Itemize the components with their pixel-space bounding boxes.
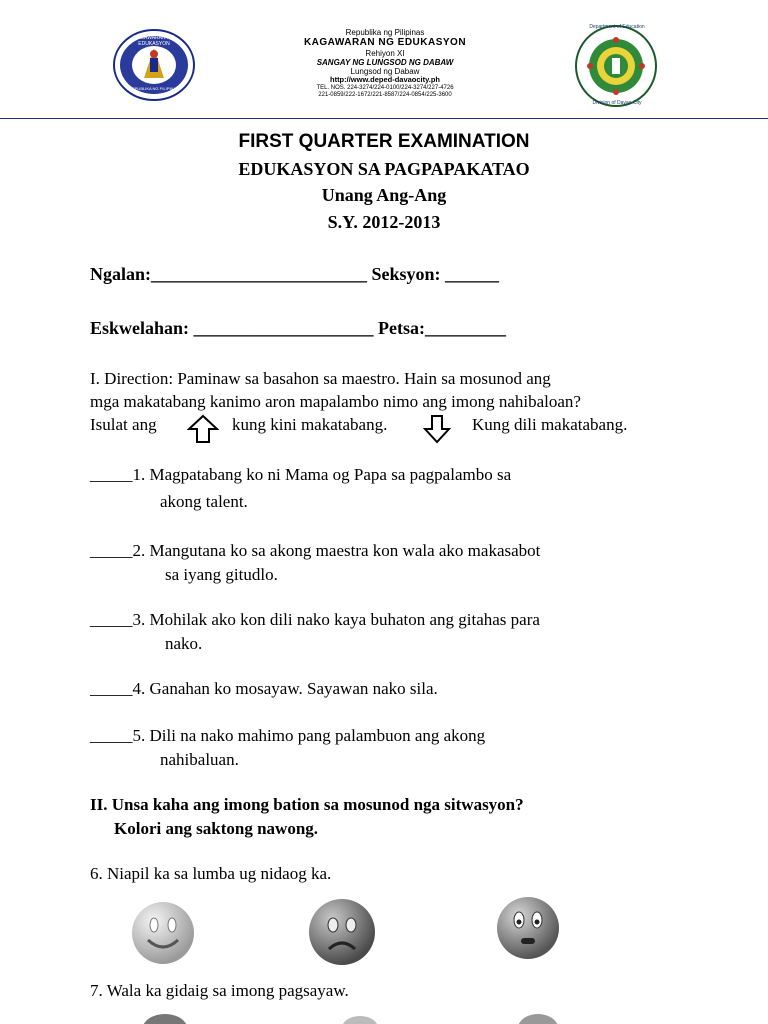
item-2-line-1: _____2. Mangutana ko sa akong maestra kon wala ako makasabot (90, 541, 541, 560)
republic-line: Republika ng Pilipinas (345, 28, 425, 37)
item-2-line-2: sa iyang gitudlo. (165, 565, 278, 584)
division-seal-right (572, 22, 660, 110)
header-divider (0, 118, 768, 119)
surprised-face-icon[interactable] (495, 894, 561, 962)
face-option-1-icon[interactable] (140, 1012, 190, 1024)
direction-line-3c: Kung dili makatabang. (472, 415, 628, 434)
arrow-up-icon (187, 414, 219, 444)
department-line: KAGAWARAN NG EDUKASYON (303, 37, 467, 49)
school-date-field[interactable]: Eskwelahan: ____________________ Petsa:_________ (90, 318, 507, 338)
direction-line-3a: Isulat ang (90, 415, 157, 434)
item-3-line-1: _____3. Mohilak ako kon dili nako kaya buhaton ang gitahas para (90, 610, 540, 629)
right-seal-caption (582, 24, 652, 30)
tel-line-2: 221-0859/222-1672/221-8587/224-0854/225-3600 (318, 92, 452, 99)
sad-face-icon[interactable] (307, 897, 377, 967)
exam-title: FIRST QUARTER EXAMINATION (238, 131, 530, 152)
name-section-field[interactable]: Ngalan:________________________ Seksyon: ______ (90, 264, 500, 284)
part2-heading-line-1: II. Unsa kaha ang imong bation sa mosunod nga sitwasyon? (90, 795, 524, 814)
item-3-line-2: nako. (165, 634, 203, 653)
letterhead (250, 28, 520, 99)
item-5-line-1: _____5. Dili na nako mahimo pang palambuon ang akong (90, 726, 486, 745)
happy-face-icon[interactable] (130, 900, 196, 966)
website-link[interactable]: http://www.deped-davaocity.ph (329, 75, 440, 85)
region-line: Rehiyon XI (365, 48, 405, 58)
item-5-line-2: nahibaluan. (160, 750, 239, 769)
direction-line-3b: kung kini makatabang. (232, 415, 388, 434)
item-4-line-1: _____4. Ganahan ko mosayaw. Sayawan nako sila. (90, 679, 438, 698)
face-option-2-icon[interactable] (340, 1014, 380, 1024)
right-seal-bottom-text: Division of Davao City (592, 100, 642, 106)
direction-line-1: I. Direction: Paminaw sa basahon sa maestro. Hain sa mosunod ang (90, 369, 551, 388)
question-6: 6. Niapil ka sa lumba ug nidaog ka. (90, 864, 332, 883)
question-7: 7. Wala ka gidaig sa imong pagsayaw. (90, 981, 349, 1000)
item-1-line-2: akong talent. (160, 492, 248, 511)
grade-title: Unang Ang-Ang (321, 185, 447, 205)
right-seal-text: Department of Education (589, 24, 645, 30)
left-seal-bottom (118, 86, 190, 91)
arrow-down-icon (423, 414, 451, 444)
school-year: S.Y. 2012-2013 (327, 212, 441, 232)
right-seal-bottom (582, 100, 652, 106)
city-line: Lungsod ng Dabaw (350, 67, 420, 77)
part2-heading-line-2: Kolori ang saktong nawong. (114, 819, 319, 838)
tel-line-1: TEL. NOS. 224-3274/224-0100/224-3274/227-4726 (316, 84, 454, 91)
subject-title: EDUKASYON SA PAGPAPAKATAO (238, 159, 530, 179)
left-seal-caption (118, 35, 190, 47)
face-option-3-icon[interactable] (515, 1012, 561, 1024)
direction-line-2: mga makatabang kanimo aron mapalambo nimo ang imong nahibaloan? (90, 392, 581, 411)
left-seal-bottom-text: REPUBLIKA NG PILIPINAS (129, 86, 179, 91)
item-1-line-1: _____1. Magpatabang ko ni Mama og Papa sa pagpalambo sa (90, 465, 512, 484)
division-line: SANGAY NG LUNGSOD NG DABAW (316, 57, 454, 67)
left-seal-text: KAGAWARAN NG EDUKASYON (133, 35, 175, 47)
